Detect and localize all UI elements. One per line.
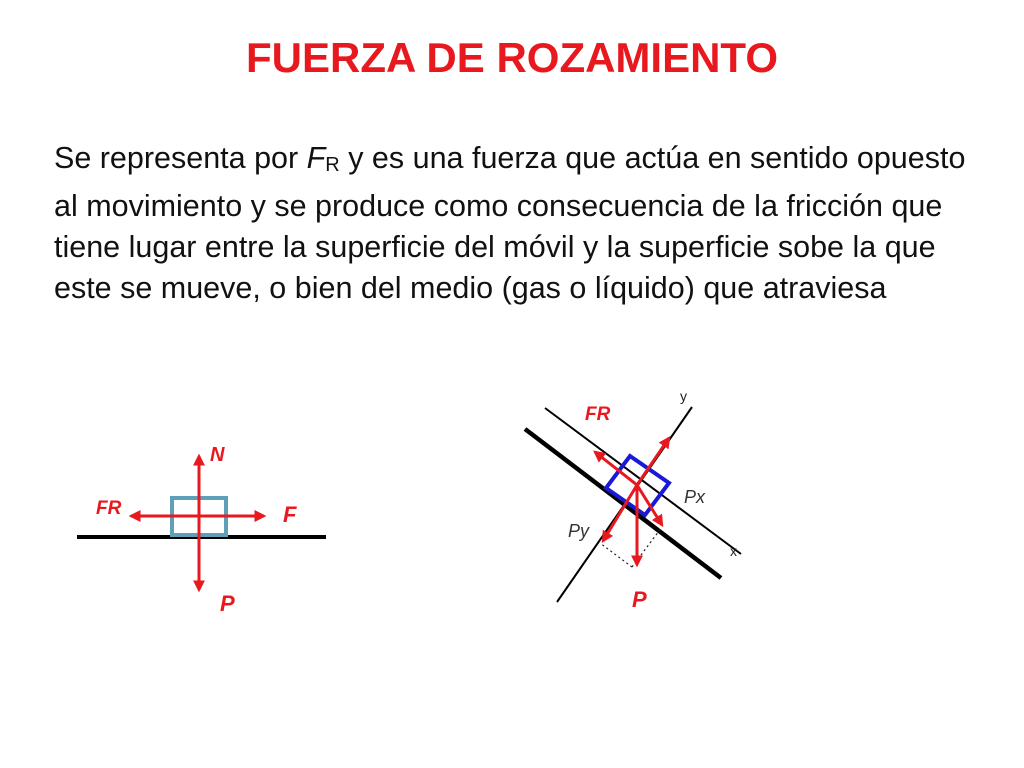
projection-line-py [600, 543, 632, 567]
horizontal-surface-diagram [77, 444, 326, 616]
label-y-axis: y [680, 388, 687, 404]
friction-symbol-main: F [306, 141, 326, 175]
label-normal: N [210, 444, 225, 466]
label-weight-horizontal: P [220, 591, 235, 616]
label-px: Px [684, 487, 706, 507]
inclined-plane-diagram [525, 388, 741, 612]
text-after-symbol: y es una fuerza que actúa en sentido opuesto al movimiento y se produce como consecuencia de la fricción que tiene lugar entre la superficie del móvil y la superficie sobe la que este se mueve, o bien del medio (gas o líquido) que atraviesa [54, 141, 966, 305]
label-applied-force: F [283, 502, 297, 527]
label-x-axis: x [730, 543, 737, 559]
text-before-symbol: Se representa por [54, 141, 307, 175]
label-friction-horizontal: FR [96, 498, 122, 519]
slide-title: FUERZA DE ROZAMIENTO [246, 34, 778, 81]
label-friction-incline: FR [585, 404, 611, 425]
label-weight-incline: P [632, 587, 647, 612]
label-py: Py [568, 521, 590, 541]
friction-symbol-sub: R [325, 154, 340, 176]
